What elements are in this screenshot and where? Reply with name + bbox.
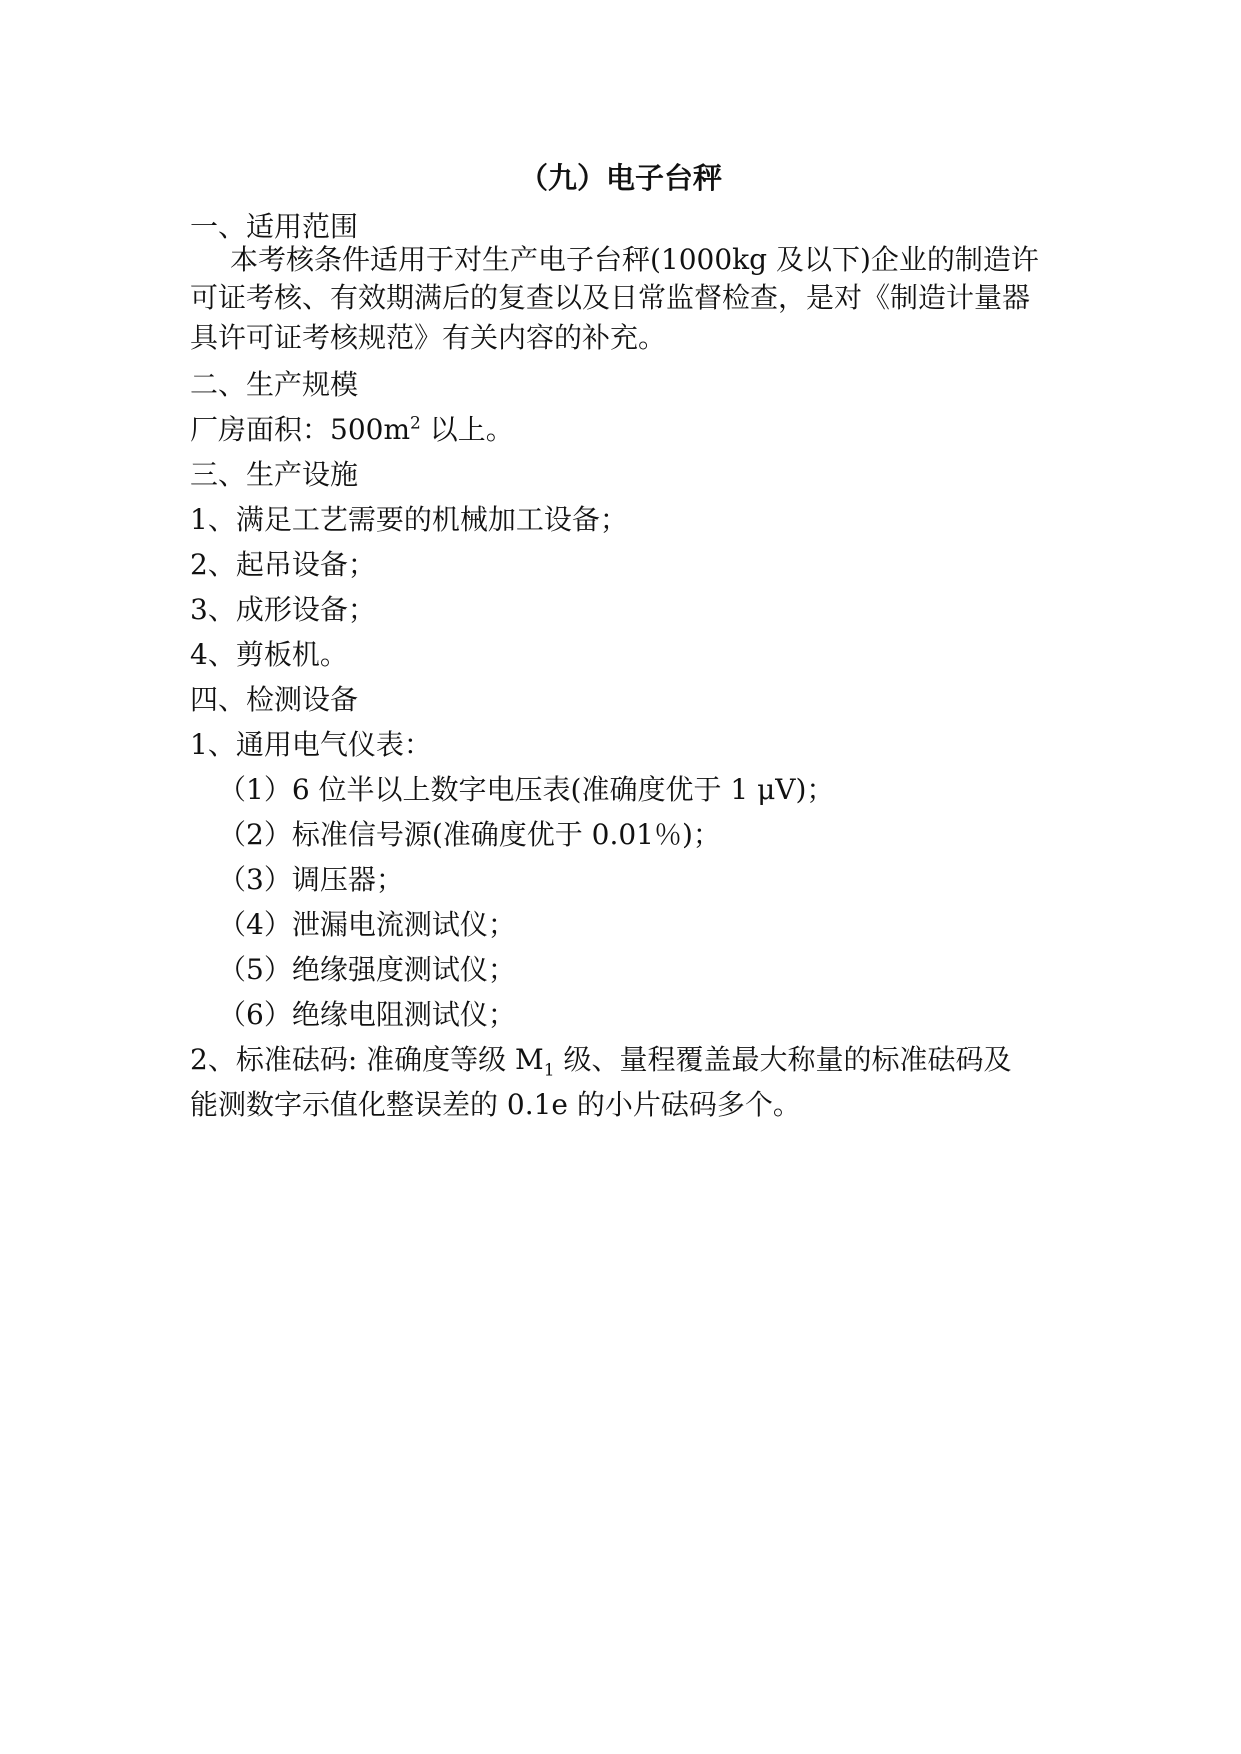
scale-heading: 二、生产规模 — [190, 368, 359, 401]
scope-text-line-3: 具许可证考核规范》有关内容的补充。 — [190, 321, 667, 354]
testing-sub1-item: （2）标准信号源(准确度优于 0.01％)； — [218, 818, 721, 851]
testing-sub2-suffix: 级、量程覆盖最大称量的标准砝码及 — [554, 1043, 1012, 1076]
testing-sub2-line-1 — [190, 1040, 1011, 1080]
page-title: （九）电子台秤 — [518, 161, 722, 195]
testing-sub1-item: （6）绝缘电阻测试仪； — [218, 998, 516, 1031]
facilities-item: 1、满足工艺需要的机械加工设备； — [190, 503, 628, 536]
scale-text-sup: 2 — [410, 413, 421, 434]
scope-text-line-1: 本考核条件适用于对生产电子台秤(1000kg 及以下)企业的制造许 — [230, 243, 1039, 276]
testing-sub1-heading: 1、通用电气仪表： — [190, 728, 432, 761]
facilities-item: 4、剪板机。 — [190, 638, 348, 671]
scale-text-suffix: 以上。 — [420, 413, 514, 446]
scale-text-prefix: 厂房面积：500m — [190, 413, 410, 446]
testing-sub2-line-2: 能测数字示值化整误差的 0.1e 的小片砝码多个。 — [190, 1088, 801, 1121]
testing-heading: 四、检测设备 — [190, 683, 359, 716]
facilities-heading: 三、生产设施 — [190, 458, 359, 491]
testing-sub2-sub: 1 — [543, 1060, 555, 1081]
testing-sub1-item: （5）绝缘强度测试仪； — [218, 953, 516, 986]
facilities-item: 3、成形设备； — [190, 593, 376, 626]
testing-sub1-item: （1）6 位半以上数字电压表(准确度优于 1 μV)； — [218, 773, 835, 806]
testing-sub1-item: （4）泄漏电流测试仪； — [218, 908, 516, 941]
testing-sub1-item: （3）调压器； — [218, 863, 404, 896]
scope-heading: 一、适用范围 — [190, 210, 359, 243]
scope-text-line-2: 可证考核、有效期满后的复查以及日常监督检查，是对《制造计量器 — [190, 281, 1031, 314]
scale-text — [190, 410, 514, 450]
facilities-item: 2、起吊设备； — [190, 548, 376, 581]
testing-sub2-prefix: 2、标准砝码: 准确度等级 M — [190, 1043, 544, 1076]
